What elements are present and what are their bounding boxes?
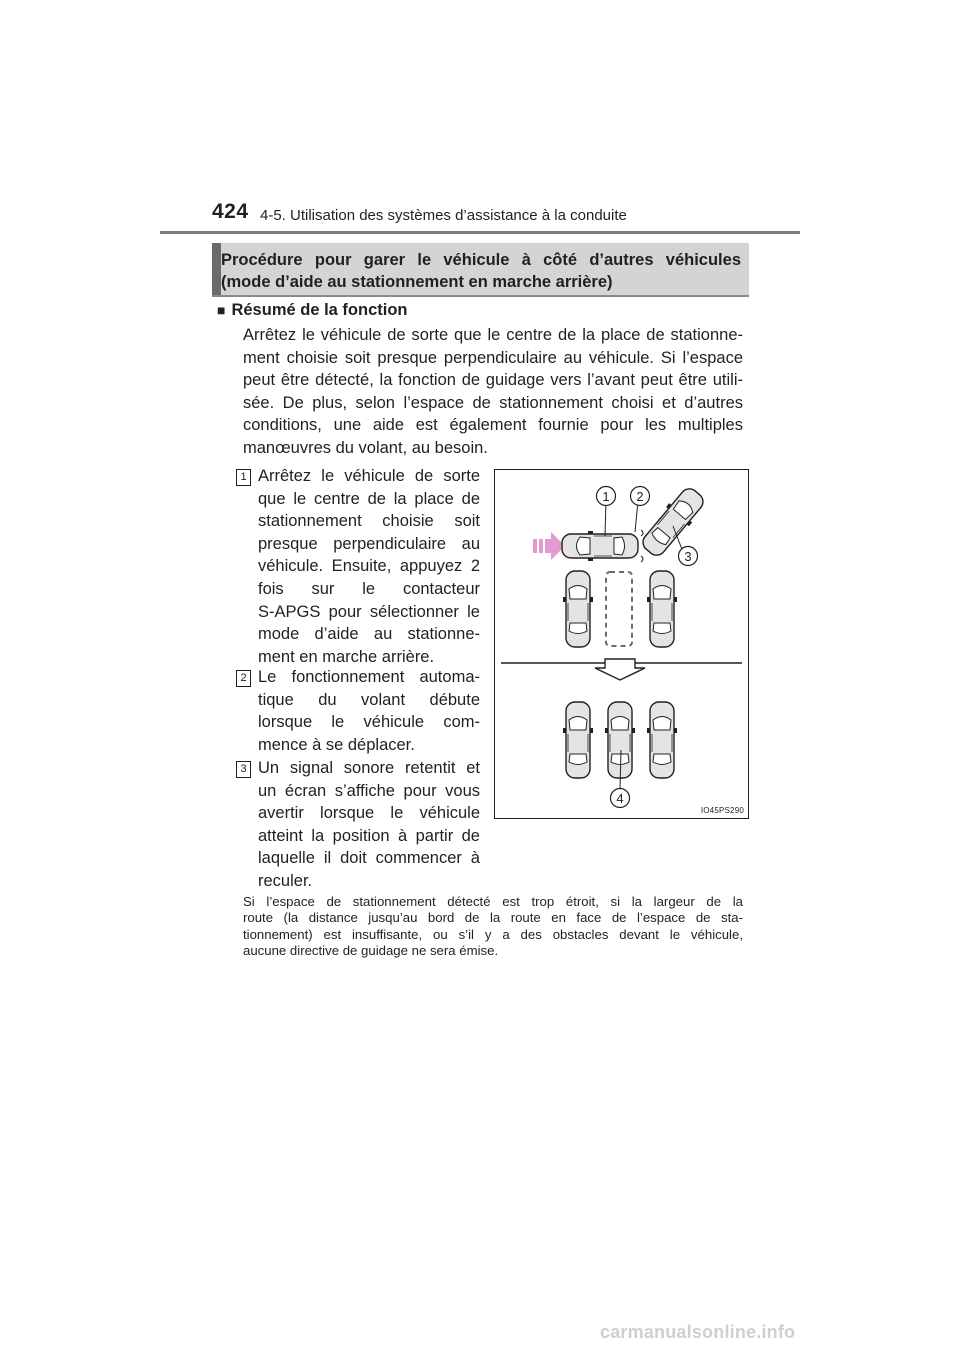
step-line: reculer. bbox=[258, 871, 313, 890]
step-line: Le fonctionnement automa- bbox=[258, 668, 480, 686]
step-line: Arrêtez le véhicule de sorte bbox=[258, 467, 480, 485]
note-line: Si l’espace de stationnement détecté est trop étroit, si la largeur de la bbox=[243, 894, 743, 909]
step-line: un écran s’affiche pour vous bbox=[258, 781, 480, 800]
step-line: presque perpendiculaire au bbox=[258, 534, 480, 553]
callout-2 bbox=[631, 487, 650, 506]
step-number-3: 3 bbox=[236, 761, 251, 778]
step-line: mode d’aide au stationne- bbox=[258, 625, 480, 644]
header-rule bbox=[160, 231, 800, 234]
approach-arrow-icon bbox=[533, 532, 565, 560]
page-number: 424 bbox=[212, 200, 249, 223]
summary-paragraph bbox=[243, 324, 743, 460]
callout-label-2: 2 bbox=[636, 489, 644, 504]
note-paragraph bbox=[243, 894, 743, 960]
parked-car-left-bottom-icon bbox=[563, 702, 593, 778]
callout-3 bbox=[679, 547, 698, 566]
section-title bbox=[221, 249, 741, 293]
step-2-text bbox=[258, 666, 480, 756]
parking-diagram bbox=[495, 470, 748, 818]
summary-line: manœuvres du volant, au besoin. bbox=[243, 438, 488, 457]
step-number-1: 1 bbox=[236, 469, 251, 486]
callout-label-1: 1 bbox=[602, 489, 610, 504]
figure-code: IO45PS290 bbox=[700, 806, 744, 815]
section-title-line: Procédure pour garer le véhicule à côté d’autres véhicules bbox=[221, 251, 741, 269]
step-line: avertir lorsque le véhicule bbox=[258, 804, 480, 823]
step-line: mence à se déplacer. bbox=[258, 735, 415, 754]
summary-line: peut être détecté, la fonction de guidage vers l’avant peut être utili- bbox=[243, 371, 743, 390]
driving-car-icon bbox=[562, 531, 638, 561]
summary-heading-text: Résumé de la fonction bbox=[231, 301, 408, 319]
step-line: fois sur le contacteur bbox=[258, 579, 480, 598]
summary-heading bbox=[217, 301, 408, 320]
step-3-text bbox=[258, 757, 480, 893]
note-line: route (la distance jusqu’au bord de la route en face de l’espace de sta- bbox=[243, 910, 743, 926]
step-number-2: 2 bbox=[236, 670, 251, 687]
target-space-frame bbox=[606, 572, 632, 646]
summary-line: ment choisie soit presque perpendiculaire au véhicule. Si l’espace bbox=[243, 348, 743, 367]
note-line: tionnement) est insuffisante, ou s’il y a des obstacles devant le véhicule, bbox=[243, 926, 743, 942]
parking-illustration bbox=[494, 469, 749, 819]
step-line: atteint la position à partir de bbox=[258, 826, 480, 845]
summary-line: sée. De plus, selon l’espace de stationnement choisi et d’autres bbox=[243, 393, 743, 412]
parked-car-left-icon bbox=[563, 571, 593, 647]
step-line: tique du volant débute bbox=[258, 690, 480, 709]
section-title-box bbox=[212, 243, 749, 297]
sensor-waves-icon bbox=[641, 530, 643, 562]
callout-label-3: 3 bbox=[684, 549, 692, 564]
step-line: stationnement choisie soit bbox=[258, 512, 480, 531]
bullet-square-icon: ■ bbox=[217, 302, 226, 318]
step-line: laquelle il doit commencer à bbox=[258, 849, 480, 868]
callout-1 bbox=[597, 487, 616, 506]
callout-label-4: 4 bbox=[616, 791, 624, 806]
step-line: Un signal sonore retentit et bbox=[258, 759, 480, 777]
parked-car-right-icon bbox=[647, 571, 677, 647]
summary-line: conditions, une aide est également fournie pour les multiples bbox=[243, 416, 743, 435]
callout-4 bbox=[611, 789, 630, 808]
step-line: que le centre de la place de bbox=[258, 489, 480, 508]
down-arrow-icon bbox=[595, 659, 645, 680]
note-line: aucune directive de guidage ne sera émise. bbox=[243, 943, 499, 959]
section-title-line: (mode d’aide au stationnement en marche arrière) bbox=[221, 273, 613, 291]
summary-line: Arrêtez le véhicule de sorte que le centre de la place de stationne- bbox=[243, 326, 743, 344]
parked-car-right-bottom-icon bbox=[647, 702, 677, 778]
chapter-title: 4-5. Utilisation des systèmes d’assistance à la conduite bbox=[260, 207, 627, 224]
step-line: véhicule. Ensuite, appuyez 2 bbox=[258, 557, 480, 576]
step-1-text bbox=[258, 465, 480, 668]
watermark: carmanualsonline.info bbox=[600, 1322, 796, 1342]
parked-own-car-icon bbox=[605, 702, 635, 778]
section-title-bar bbox=[212, 243, 221, 295]
step-line: ment en marche arrière. bbox=[258, 647, 435, 666]
step-line: S-APGS pour sélectionner le bbox=[258, 602, 480, 621]
step-line: lorsque le véhicule com- bbox=[258, 713, 480, 732]
